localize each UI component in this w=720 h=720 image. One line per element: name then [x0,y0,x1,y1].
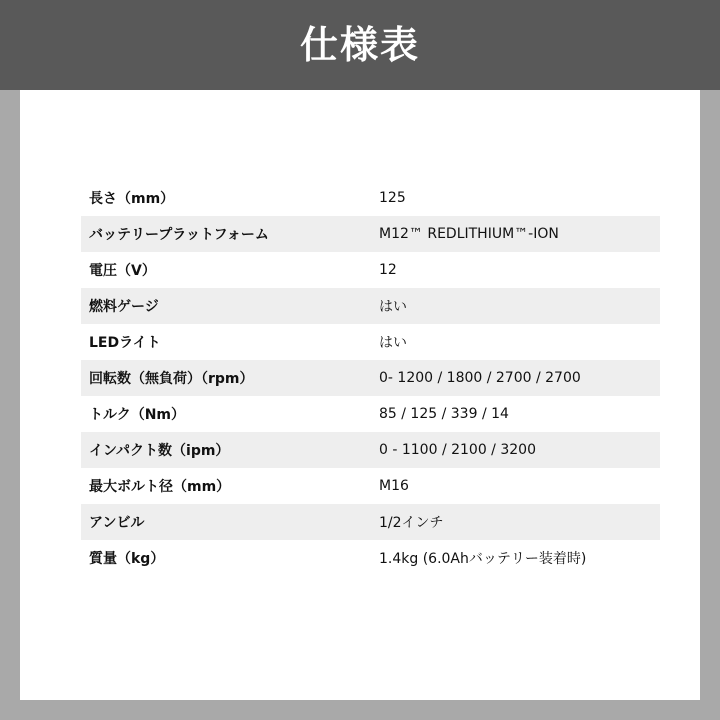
spec-value: 85 / 125 / 339 / 14 [379,406,509,422]
page-header [0,0,720,90]
spec-row-impact-rate [81,432,660,468]
spec-label: 回転数（無負荷）（rpm） [89,371,254,387]
spec-label: 燃料ゲージ [89,299,159,315]
spec-value: はい [379,335,407,351]
spec-value: 0 - 1100 / 2100 / 3200 [379,442,536,458]
spec-table [81,180,660,576]
spec-value: M12™ REDLITHIUM™-ION [379,226,559,242]
spec-row-anvil [81,504,660,540]
spec-label: 長さ（mm） [89,191,175,207]
spec-value: M16 [379,478,409,494]
spec-label: 質量（kg） [89,551,165,567]
spec-label: アンビル [89,515,145,531]
spec-panel [20,90,700,700]
spec-row-weight [81,540,660,576]
spec-value: はい [379,299,407,315]
spec-value: 12 [379,262,397,278]
spec-value: 1.4kg (6.0Ahバッテリー装着時) [379,551,587,567]
spec-row-length [81,180,660,216]
spec-value: 0- 1200 / 1800 / 2700 / 2700 [379,370,581,386]
spec-row-battery-platform [81,216,660,252]
spec-label: トルク（Nm） [89,407,186,423]
spec-label: 最大ボルト径（mm） [89,479,231,495]
spec-label: バッテリープラットフォーム [89,227,269,243]
spec-row-led-light [81,324,660,360]
spec-value: 1/2インチ [379,515,444,531]
spec-label: 電圧（V） [89,263,156,279]
spec-row-no-load-speed [81,360,660,396]
spec-label: LEDライト [89,335,161,351]
spec-label: インパクト数（ipm） [89,443,230,459]
spec-row-torque [81,396,660,432]
spec-row-voltage [81,252,660,288]
spec-row-fuel-gauge [81,288,660,324]
spec-value: 125 [379,190,406,206]
spec-row-max-bolt-size [81,468,660,504]
page-title: 仕様表 [299,23,420,67]
